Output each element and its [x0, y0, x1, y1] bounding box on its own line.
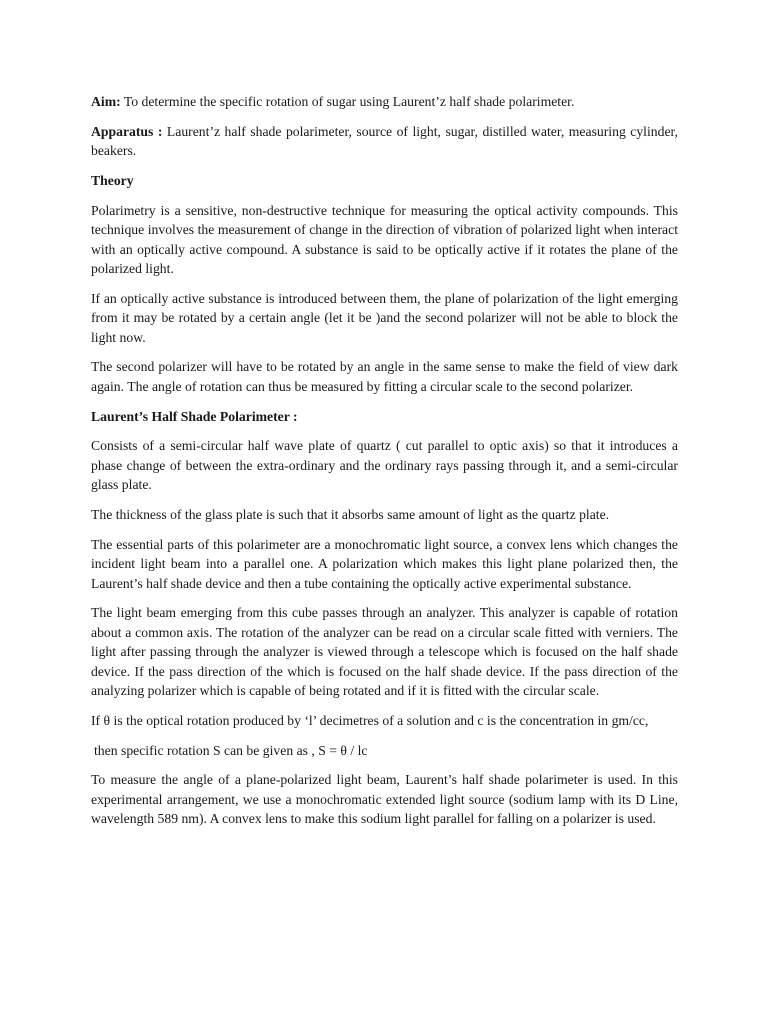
aim-paragraph [91, 92, 678, 111]
theory-paragraph: The second polarizer will have to be rotated by an angle in the same sense to make the field of view dark again. The angle of rotation can thus be measured by fitting a circular scale to the second polarizer. [91, 359, 678, 394]
theory-paragraph: Polarimetry is a sensitive, non-destructive technique for measuring the optical activity compounds. This technique involves the measurement of change in the direction of vibration of polarized light when interact with an optically active compound. A substance is said to be optically active if it rotates the plane of the polarized light. [91, 202, 678, 277]
apparatus-label: Apparatus : [91, 123, 163, 139]
document-page [91, 92, 678, 839]
polarimeter-paragraph: If θ is the optical rotation produced by ‘l’ decimetres of a solution and c is the concentration in gm/cc, [91, 712, 649, 728]
polarimeter-paragraph: The thickness of the glass plate is such that it absorbs same amount of light as the quartz plate. [91, 507, 610, 523]
polarimeter-paragraph: The light beam emerging from this cube passes through an analyzer. This analyzer is capable of rotation about a common axis. The rotation of the analyzer can be read on a circular scale fitted with verniers. The light after passing through the analyzer is viewed through a telescope which is focused on the half shade device. If the pass direction of the which is focused on the half shade device. If the pass direction of the analyzing polarizer which is capable of being rotated and if it is fitted with the circular scale. [91, 605, 678, 699]
aim-label: Aim: [91, 94, 121, 109]
apparatus-paragraph [91, 122, 678, 161]
apparatus-text: Laurent’z half shade polarimeter, source of light, sugar, distilled water, measuring cylinder, beakers. [91, 123, 678, 159]
theory-paragraph: If an optically active substance is introduced between them, the plane of polarization of the light emerging from it may be rotated by a certain angle (let it be )and the second polarizer will not be able to block the light now. [91, 290, 678, 345]
polarimeter-paragraph: The essential parts of this polarimeter are a monochromatic light source, a convex lens which changes the incident light beam into a parallel one. A polarization which makes this light plane polarized then, the Laurent’s half shade device and then a tube containing the optically active experimental substance. [91, 536, 678, 591]
theory-heading: Theory [91, 173, 134, 188]
closing-paragraph: To measure the angle of a plane-polarized light beam, Laurent’s half shade polarimeter is used. In this experimental arrangement, we use a monochromatic extended light source (sodium lamp with its D Line, wavelength 589 nm). A convex lens to make this sodium light parallel for falling on a polarizer is used. [91, 772, 678, 827]
polarimeter-paragraph: Consists of a semi-circular half wave plate of quartz ( cut parallel to optic axis) so that it introduces a phase change of between the extra-ordinary and the ordinary rays passing through it, and a semi-circular glass plate. [91, 438, 678, 493]
aim-text: To determine the specific rotation of sugar using Laurent’z half shade polarimeter. [120, 94, 575, 109]
formula-line: then specific rotation S can be given as , S = θ / lc [94, 742, 368, 758]
polarimeter-heading: Laurent’s Half Shade Polarimeter : [91, 408, 298, 424]
